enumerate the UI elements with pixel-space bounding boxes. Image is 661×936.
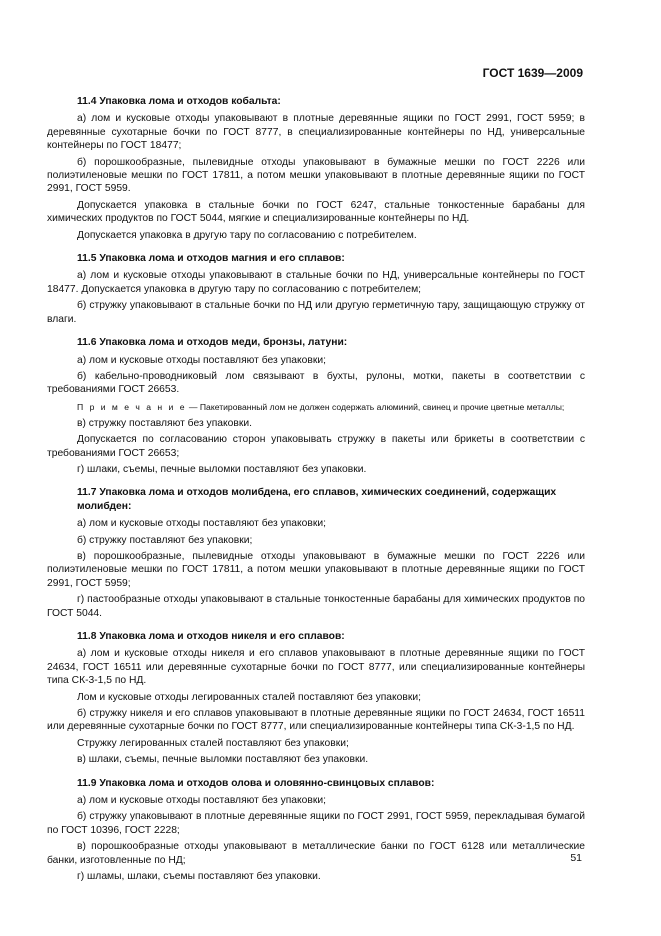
section-title: 11.6 Упаковка лома и отходов меди, бронзы, латуни: (77, 337, 348, 349)
paragraph: а) лом и кусковые отходы поставляют без упаковки; (77, 354, 326, 366)
paragraph: б) кабельно-проводниковый лом связывают в бухты, рулоны, мотки, пакеты в соответствии с требованиями ГОСТ 26653. (47, 370, 585, 396)
paragraph: Лом и кусковые отходы легированных сталей поставляют без упаковки; (77, 691, 421, 703)
paragraph: г) пастообразные отходы упаковывают в стальные тонкостенные барабаны для химических продуктов по ГОСТ 5044. (47, 594, 585, 619)
note-text: — Пакетированный лом не должен содержать алюминий, свинец и прочие цветные металлы; (186, 401, 565, 412)
page-number: 51 (570, 852, 582, 864)
section-11-6 (47, 336, 585, 476)
paragraph: а) лом и кусковые отходы упаковывают в стальные бочки по НД, универсальные контейнеры по ГОСТ 18477. Допускается упаковка в другую тару по согласованию с потребителем; (47, 270, 585, 295)
paragraph: б) стружку никеля и его сплавов упаковывают в плотные деревянные ящики по ГОСТ 24634, ГОСТ 16511 или деревянные сухотарные бочки по ГОСТ 8777, или специализированные контейнеры типа СК-3-1,5 по НД. (47, 708, 585, 733)
paragraph: а) лом и кусковые отходы упаковывают в плотные деревянные ящики по ГОСТ 2991, ГОСТ 5959; в деревянные сухотарные бочки по ГОСТ 8777, в специализированные контейнеры по НД, универсальные контейнеры по ГОСТ 18477; (47, 113, 585, 152)
document-body (47, 95, 585, 887)
paragraph: Допускается упаковка в другую тару по согласованию с потребителем. (77, 229, 417, 241)
paragraph: б) порошкообразные, пылевидные отходы упаковывают в бумажные мешки по ГОСТ 2226 или полиэтиленовые мешки по ГОСТ 17811, а потом мешки упаковывают в плотные деревянные ящики по ГОСТ 2991, ГОСТ 5959. (47, 156, 585, 195)
document-header: ГОСТ 1639—2009 (482, 66, 583, 80)
paragraph: г) шлаки, съемы, печные выломки поставляют без упаковки. (77, 463, 367, 475)
paragraph: б) стружку поставляют без упаковки; (77, 534, 253, 546)
note-label: П р и м е ч а н и е (77, 401, 187, 412)
paragraph: в) порошкообразные, пылевидные отходы упаковывают в бумажные мешки по ГОСТ 2226 или полиэтиленовые мешки по ГОСТ 17811, а потом мешки упаковывают в плотные деревянные ящики по ГОСТ 2991, ГОСТ 5959; (47, 550, 585, 589)
note (47, 401, 585, 413)
section-title: 11.4 Упаковка лома и отходов кобальта: (77, 96, 281, 107)
paragraph: а) лом и кусковые отходы никеля и его сплавов упаковывают в плотные деревянные ящики по ГОСТ 24634, ГОСТ 16511 или деревянные сухотарные бочки по ГОСТ 8777, или специализированные контейнеры типа СК-3-1,5 по НД. (47, 648, 585, 687)
paragraph: Допускается упаковка в стальные бочки по ГОСТ 6247, стальные тонкостенные барабаны для химических продуктов по ГОСТ 5044, мягкие и специализированные контейнеры по НД. (47, 199, 585, 225)
section-title: 11.7 Упаковка лома и отходов молибдена, его сплавов, химических соединений, содержащих молибден: (77, 487, 557, 512)
paragraph: б) стружку упаковывают в плотные деревянные ящики по ГОСТ 2991, ГОСТ 5959, перекладывая бумагой по ГОСТ 10396, ГОСТ 2228; (47, 811, 585, 836)
paragraph: г) шламы, шлаки, съемы поставляют без упаковки. (77, 871, 321, 883)
section-title: 11.5 Упаковка лома и отходов магния и его сплавов: (77, 253, 345, 265)
paragraph: в) порошкообразные отходы упаковывают в металлические банки по ГОСТ 6128 или металлические банки, изготовленные по НД; (47, 841, 585, 866)
section-11-7 (47, 486, 585, 620)
paragraph: а) лом и кусковые отходы поставляют без упаковки; (77, 518, 326, 530)
paragraph: а) лом и кусковые отходы поставляют без упаковки; (77, 795, 326, 807)
section-11-9 (47, 777, 585, 884)
paragraph: б) стружку упаковывают в стальные бочки по НД или другую герметичную тару, защищающую стружку от влаги. (47, 300, 585, 325)
section-title: 11.8 Упаковка лома и отходов никеля и его сплавов: (77, 631, 345, 642)
section-11-4 (47, 95, 585, 242)
paragraph: Допускается по согласованию сторон упаковывать стружку в пакеты или брикеты в соответствии с требованиями ГОСТ 26653; (47, 434, 585, 459)
paragraph: в) шлаки, съемы, печные выломки поставляют без упаковки. (77, 754, 369, 766)
section-title: 11.9 Упаковка лома и отходов олова и оловянно-свинцовых сплавов: (77, 777, 435, 789)
section-11-8 (47, 630, 585, 767)
paragraph: в) стружку поставляют без упаковки. (77, 417, 252, 429)
section-11-5 (47, 252, 585, 326)
paragraph: Стружку легированных сталей поставляют без упаковки; (77, 737, 349, 749)
